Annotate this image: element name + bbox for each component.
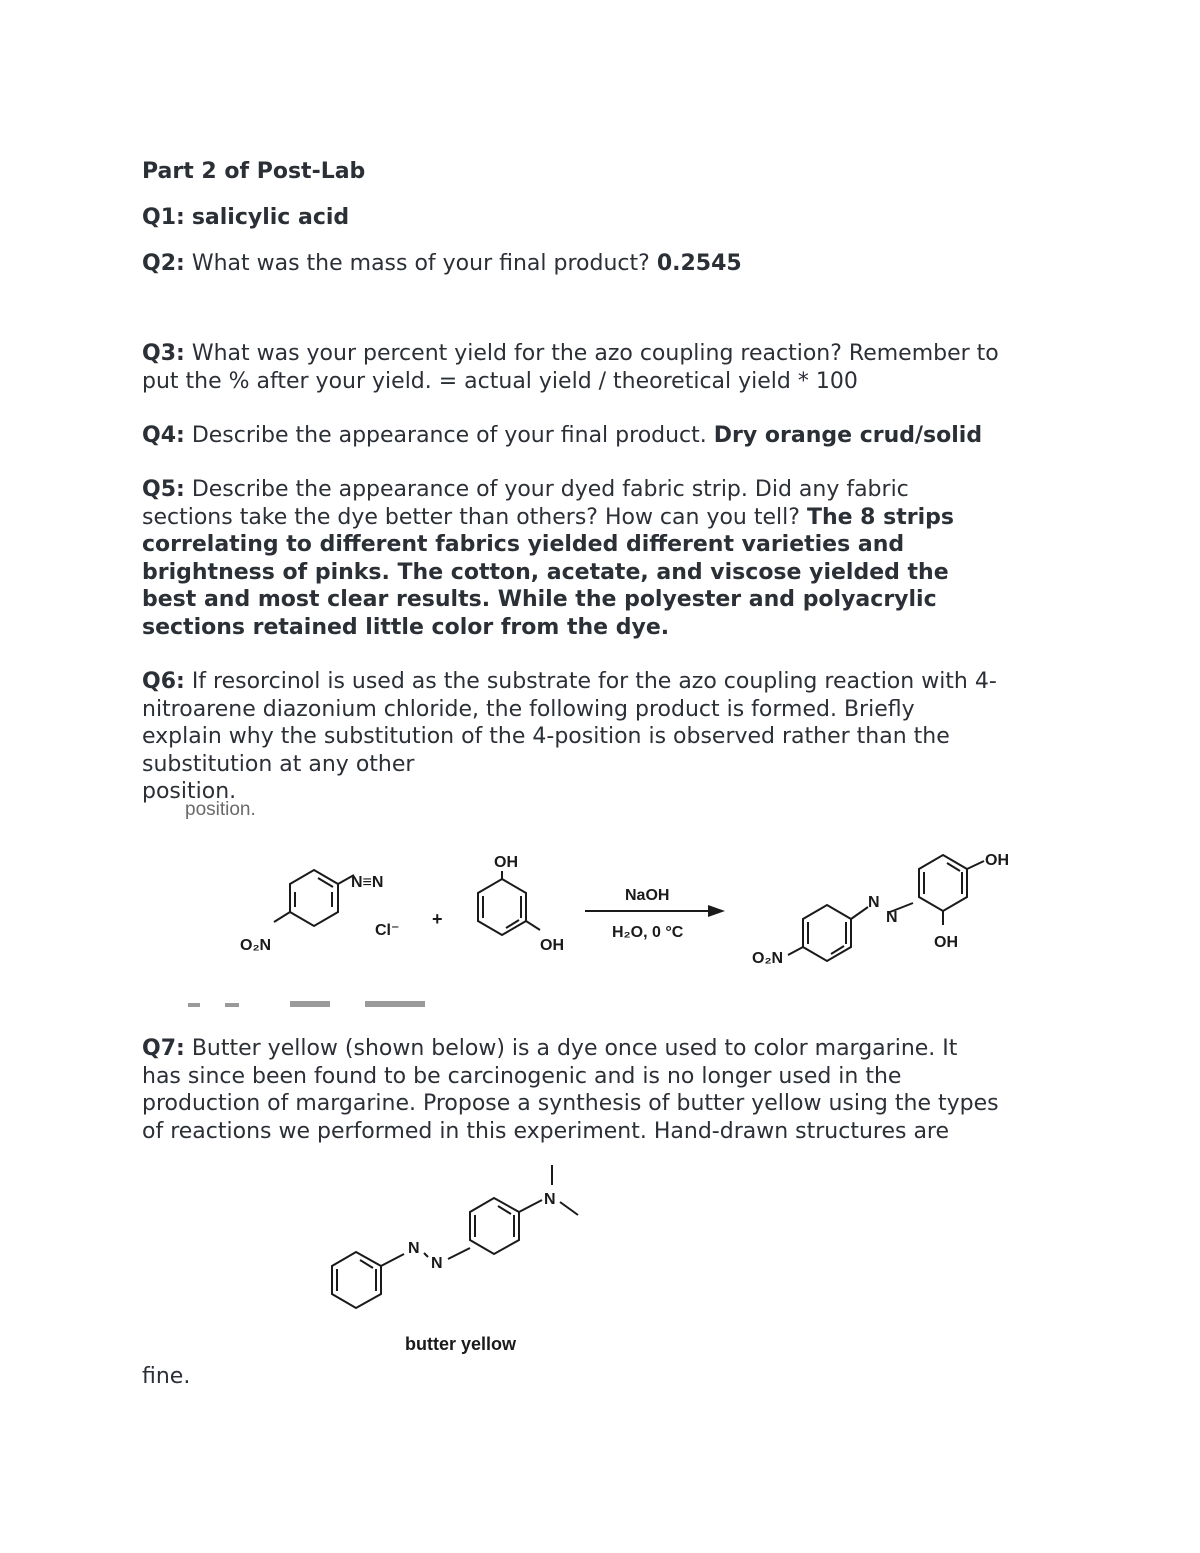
- q5-answer-line3: brightness of pinks. The cotton, acetate, and viscose yielded the: [142, 559, 949, 585]
- q7-line5: fine.: [142, 1364, 191, 1389]
- q7-block: [142, 1035, 1072, 1145]
- butter-azo-n-second: N: [431, 1255, 443, 1272]
- q6-line1: If resorcinol is used as the substrate for the azo coupling reaction with 4-: [191, 669, 997, 694]
- q5-answer-line1: The 8 strips: [806, 504, 954, 530]
- q7-line2: has since been found to be carcinogenic and is no longer used in the: [142, 1063, 902, 1089]
- q7-line1: Butter yellow (shown below) is a dye once used to color margarine. It: [191, 1036, 958, 1061]
- q4-answer: Dry orange crud/solid: [713, 423, 983, 448]
- butter-amine-n: N: [544, 1191, 556, 1208]
- reagent-naoh: NaOH: [625, 887, 670, 904]
- butter-yellow-caption: butter yellow: [405, 1334, 517, 1354]
- q7-line3: production of margarine. Propose a synthesis of butter yellow using the types: [142, 1091, 999, 1116]
- resorcinol-oh-bottom: OH: [540, 937, 564, 954]
- butter-azo-n-first: N: [408, 1240, 420, 1257]
- resorcinol-structure: [478, 871, 540, 935]
- azo-n-first: N: [868, 894, 880, 911]
- q1-label: Q1:: [142, 205, 185, 230]
- q2-label: Q2:: [142, 251, 185, 276]
- q4-label: Q4:: [142, 423, 185, 448]
- q7-closing-line: [142, 1363, 1072, 1391]
- q6-label: Q6:: [142, 669, 185, 694]
- reagent-conditions: H₂O, 0 °C: [612, 924, 684, 941]
- q5-answer-line2: correlating to different fabrics yielded different varieties and: [142, 532, 905, 557]
- diazonium-label: N≡N: [351, 874, 384, 891]
- q3-line2: put the % after your yield. = actual yield / theoretical yield * 100: [142, 368, 858, 394]
- butter-yellow-figure: [320, 1160, 620, 1360]
- q1-block: [142, 204, 1072, 232]
- q5-question-line1: Describe the appearance of your dyed fabric strip. Did any fabric: [191, 477, 909, 502]
- q6-line5: position.: [142, 779, 237, 804]
- product-oh-top: OH: [985, 852, 1009, 869]
- q5-block: [142, 476, 1072, 641]
- resorcinol-oh-top: OH: [494, 854, 518, 871]
- document-title: Part 2 of Post-Lab: [142, 159, 366, 184]
- figure-caption-fragment: position.: [185, 799, 256, 820]
- q6-line4: substitution at any other: [142, 751, 415, 777]
- clipped-text-fragment: [225, 1003, 239, 1007]
- q5-answer-line5: sections retained little color from the dye.: [142, 614, 670, 640]
- q2-answer: 0.2545: [656, 251, 742, 276]
- butter-yellow-structure: [332, 1165, 578, 1308]
- reaction-arrow: [585, 905, 725, 917]
- clipped-text-fragment: [290, 1001, 330, 1007]
- q1-answer: salicylic acid: [191, 205, 350, 230]
- clipped-text-fragment: [365, 1001, 425, 1007]
- q5-answer-line4: best and most clear results. While the polyester and polyacrylic: [142, 587, 937, 612]
- clipped-text-fragment: [188, 1003, 200, 1007]
- q4-block: [142, 422, 1072, 450]
- product-oh-bottom: OH: [934, 934, 958, 951]
- q2-question: What was the mass of your final product?: [191, 251, 650, 276]
- q5-label: Q5:: [142, 477, 185, 502]
- plus-sign: +: [432, 909, 443, 929]
- q7-label: Q7:: [142, 1036, 185, 1061]
- q3-line1: What was your percent yield for the azo coupling reaction? Remember to: [191, 341, 999, 366]
- q6-block: [142, 668, 1072, 806]
- reaction-scheme-figure: [180, 795, 1060, 1010]
- q2-block: [142, 250, 1072, 278]
- nitro-label-right: O₂N: [752, 950, 784, 967]
- q6-line3: explain why the substitution of the 4-position is observed rather than the: [142, 724, 950, 749]
- q7-line4: of reactions we performed in this experiment. Hand-drawn structures are: [142, 1118, 950, 1144]
- diazonium-salt-structure: [274, 870, 354, 926]
- q3-block: [142, 340, 1072, 395]
- q3-label: Q3:: [142, 341, 185, 366]
- azo-n-second: N: [886, 909, 898, 926]
- chloride-label: Cl⁻: [375, 922, 400, 939]
- q6-line2: nitroarene diazonium chloride, the following product is formed. Briefly: [142, 696, 915, 722]
- q4-question: Describe the appearance of your final product.: [191, 423, 707, 448]
- q5-question-line2: sections take the dye better than others? How can you tell?: [142, 504, 800, 530]
- nitro-label-left: O₂N: [240, 937, 272, 954]
